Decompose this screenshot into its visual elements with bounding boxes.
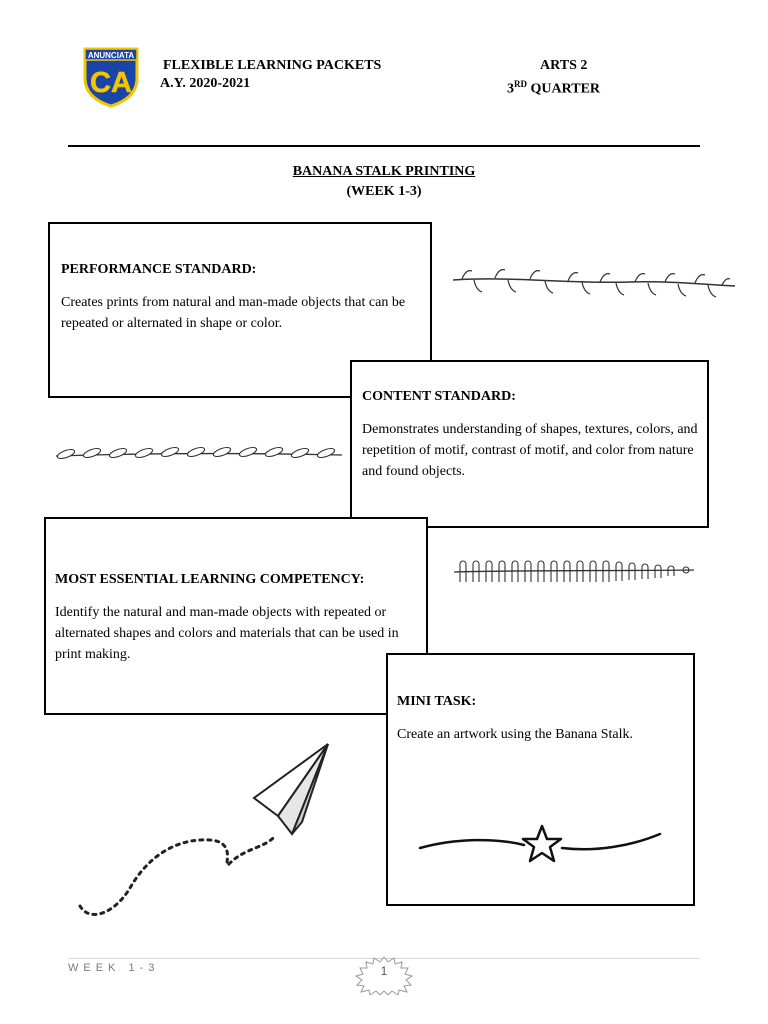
logo-banner: ANUNCIATA	[87, 51, 135, 60]
melc-box	[44, 517, 428, 715]
header-quarter	[507, 75, 600, 99]
page-number: 1	[380, 964, 388, 978]
header-packet-title: FLEXIBLE LEARNING PACKETS	[163, 58, 382, 73]
logo-letters: CA	[90, 67, 132, 99]
melc-text: Identify the natural and man-made objects with repeated or alternated shapes and colors and materials that can be used in print making.	[55, 605, 399, 662]
lesson-week: (WEEK 1-3)	[346, 184, 422, 199]
header-divider	[68, 145, 700, 147]
melc-heading: MOST ESSENTIAL LEARNING COMPETENCY:	[55, 572, 365, 587]
star-divider-icon	[416, 818, 664, 868]
header-academic-year: A.Y. 2020-2021	[160, 76, 251, 91]
content-standard-heading: CONTENT STANDARD:	[362, 389, 516, 404]
performance-standard-text: Creates prints from natural and man-made objects that can be repeated or alternated in shape or color.	[61, 295, 406, 331]
quarter-suffix: RD	[514, 79, 527, 89]
content-standard-text: Demonstrates understanding of shapes, textures, colors, and repetition of motif, contrast of motif, and color from nature and found objects.	[362, 422, 698, 479]
lesson-title: BANANA STALK PRINTING	[292, 164, 476, 179]
footer-week-label: WEEK 1-3	[68, 962, 160, 974]
school-logo	[82, 44, 140, 108]
quarter-number: 3	[507, 81, 514, 97]
quarter-word: QUARTER	[530, 81, 601, 97]
mini-task-heading: MINI TASK:	[397, 694, 477, 709]
performance-standard-heading: PERFORMANCE STANDARD:	[61, 262, 257, 277]
paper-plane-icon	[70, 738, 340, 923]
header-subject: ARTS 2	[540, 58, 588, 73]
vine-decoration-icon	[450, 262, 740, 302]
mini-task-text: Create an artwork using the Banana Stalk.	[397, 727, 633, 742]
mini-task-box	[386, 653, 695, 906]
leaf-garland-icon	[52, 440, 347, 470]
loop-garland-icon	[450, 554, 700, 590]
content-standard-box	[350, 360, 709, 528]
